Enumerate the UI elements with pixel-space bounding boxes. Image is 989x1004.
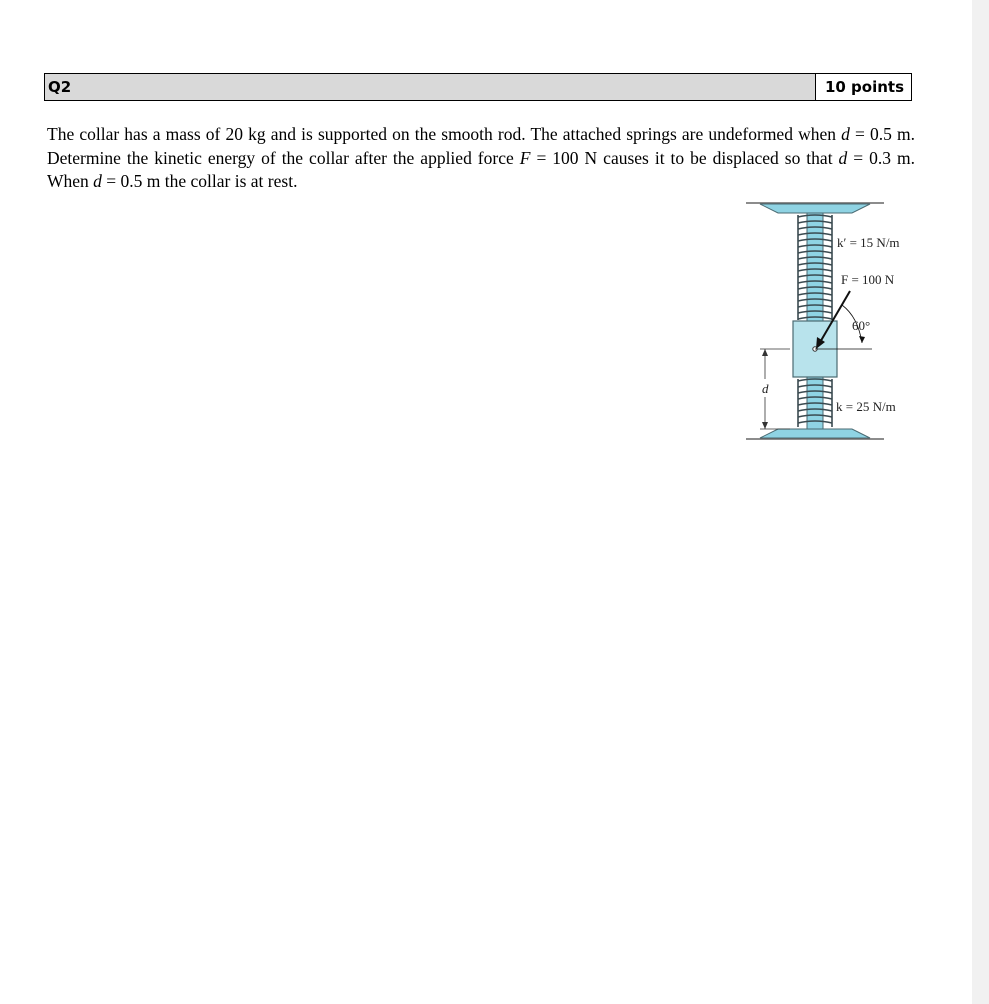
angle-label: 60° — [852, 318, 871, 333]
k-label: k = 25 N/m — [836, 399, 896, 414]
scrollbar[interactable] — [972, 0, 989, 1004]
problem-text-4: = 0.3 m. When — [47, 147, 916, 191]
var-f: F — [519, 147, 531, 168]
points-value: 10 points — [815, 74, 911, 100]
bottom-plate — [760, 429, 870, 438]
collar-spring-figure — [740, 193, 920, 453]
problem-text-2: = 0.5 m. Determine the kinetic energy of the collar after the applied force — [47, 124, 916, 168]
k-prime-label: k′ = 15 N/m — [837, 235, 900, 250]
var-d-2: d — [838, 147, 848, 168]
force-label: F = 100 N — [841, 272, 895, 287]
problem-text-1: The collar has a mass of 20 kg and is supported on the smooth rod. The attached springs are undeformed when — [47, 124, 842, 144]
problem-text-3: = 100 N causes it to be displaced so that — [530, 147, 839, 168]
question-number: Q2 — [48, 78, 72, 96]
var-d-3: d — [93, 171, 102, 191]
d-label: d — [762, 381, 769, 396]
var-d: d — [841, 124, 850, 144]
problem-statement — [47, 123, 915, 194]
question-header — [44, 73, 912, 101]
problem-text-5: = 0.5 m the collar is at rest. — [101, 171, 298, 191]
top-plate — [760, 204, 870, 213]
